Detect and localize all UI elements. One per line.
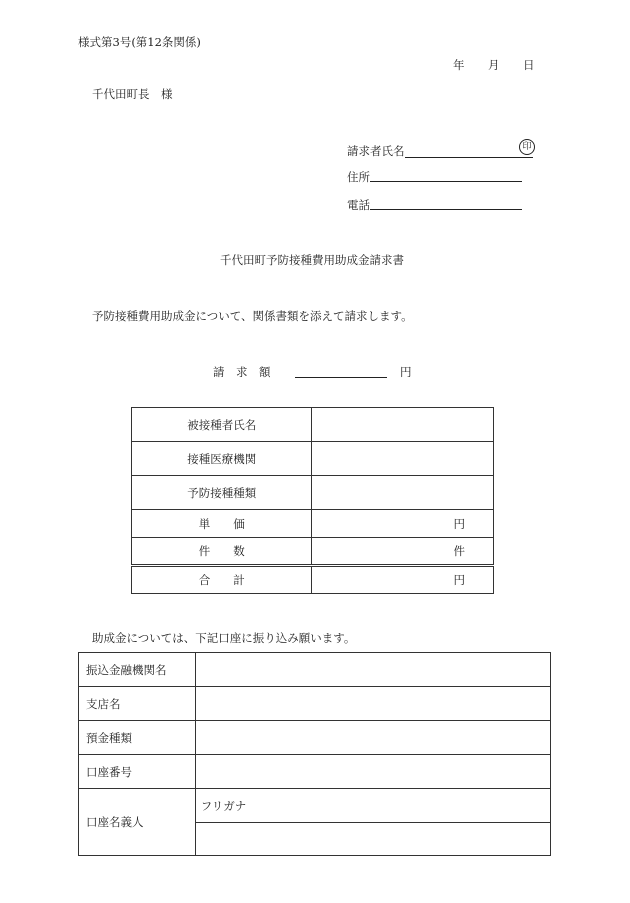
requester-address-field[interactable] [370,181,522,182]
request-statement: 予防接種費用助成金について、関係書類を添えて請求します。 [92,309,413,323]
table-row [132,510,494,538]
seal-mark: 印 [519,139,535,155]
document-title: 千代田町予防接種費用助成金請求書 [220,253,404,267]
amount-unit: 円 [400,365,412,379]
deposit-type-field[interactable] [195,721,550,755]
table-row [79,755,551,789]
requester-name-label: 請求者氏名 [347,144,405,158]
unit-price-label: 単 価 [132,510,312,538]
table-row [79,789,551,823]
deposit-type-label: 預金種類 [79,721,196,755]
table-row [132,476,494,510]
branch-name-field[interactable] [195,687,550,721]
account-number-field[interactable] [195,755,550,789]
medical-institution-label: 接種医療機関 [132,442,312,476]
account-number-label: 口座番号 [79,755,196,789]
bank-name-label: 振込金融機関名 [79,653,196,687]
vaccination-table [131,407,494,594]
medical-institution-field[interactable] [312,442,494,476]
date-year-label: 年 [453,58,465,72]
unit-price-field[interactable]: 円 [312,510,494,538]
date-day-label: 日 [523,58,535,72]
patient-name-label: 被接種者氏名 [132,408,312,442]
table-row [132,538,494,566]
branch-name-label: 支店名 [79,687,196,721]
bank-account-table [78,652,551,856]
table-row [132,566,494,594]
amount-label: 請 求 額 [213,365,271,379]
account-holder-field[interactable] [195,823,550,856]
bank-transfer-note: 助成金については、下記口座に振り込み願います。 [92,631,356,645]
bank-name-field[interactable] [195,653,550,687]
table-row [79,687,551,721]
table-row [132,408,494,442]
requester-phone-field[interactable] [370,209,522,210]
table-row [79,653,551,687]
date-month-label: 月 [488,58,500,72]
amount-field[interactable] [295,377,387,378]
requester-phone-label: 電話 [347,198,370,212]
addressee: 千代田町長 様 [92,87,173,101]
count-label: 件 数 [132,538,312,566]
requester-name-field[interactable] [405,157,533,158]
total-label: 合 計 [132,566,312,594]
table-row [132,442,494,476]
count-field[interactable]: 件 [312,538,494,566]
requester-address-label: 住所 [347,170,370,184]
account-holder-label: 口座名義人 [79,789,196,856]
form-number: 様式第3号(第12条関係) [78,35,201,49]
furigana-label: フリガナ [200,799,247,813]
table-row [79,721,551,755]
furigana-field[interactable] [195,789,550,823]
vaccine-type-label: 予防接種種類 [132,476,312,510]
total-field[interactable]: 円 [312,566,494,594]
vaccine-type-field[interactable] [312,476,494,510]
patient-name-field[interactable] [312,408,494,442]
